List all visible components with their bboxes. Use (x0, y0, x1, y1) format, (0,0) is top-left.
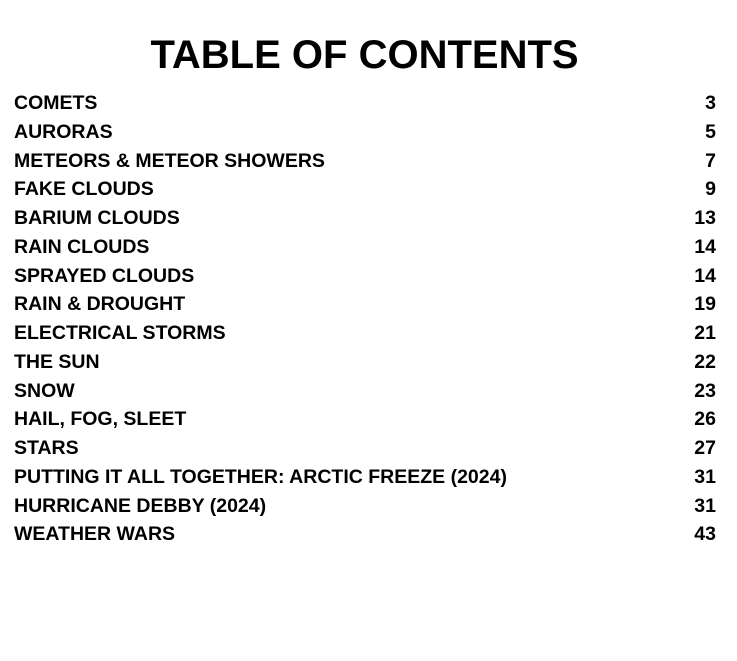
toc-entry (14, 204, 716, 233)
toc-entry-page-number: 43 (694, 523, 716, 546)
toc-entry-title: METEORS & METEOR SHOWERS (14, 149, 325, 172)
toc-entry-page-number: 27 (694, 437, 716, 459)
toc-entry (14, 492, 716, 521)
toc-entry (14, 118, 716, 147)
toc-entry-title: ELECTRICAL STORMS (14, 322, 226, 344)
toc-entry-page-number: 19 (694, 293, 716, 316)
toc-entry-page-number: 9 (705, 178, 716, 201)
toc-entry (14, 147, 716, 176)
toc-entry (14, 405, 716, 434)
toc-entry-title: AURORAS (14, 120, 113, 143)
toc-entry (14, 233, 716, 262)
toc-entry-title: PUTTING IT ALL TOGETHER: ARCTIC FREEZE (2024) (14, 465, 507, 488)
toc-entry-page-number: 14 (694, 264, 716, 287)
toc-entry-title: RAIN CLOUDS (14, 235, 150, 258)
toc-entry-page-number: 3 (705, 92, 716, 114)
toc-entry (14, 175, 716, 204)
toc-entry (14, 319, 716, 348)
toc-entry-title: SPRAYED CLOUDS (14, 264, 195, 287)
toc-entry-page-number: 13 (694, 207, 716, 229)
toc-entry-page-number: 23 (694, 379, 716, 402)
toc-entry-title: WEATHER WARS (14, 523, 176, 546)
toc-entry (14, 89, 716, 118)
toc-entry-page-number: 31 (694, 465, 716, 488)
toc-entry-title: FAKE CLOUDS (14, 178, 154, 201)
toc-entry (14, 290, 716, 319)
toc-entry-title: RAIN & DROUGHT (14, 293, 186, 316)
toc-entry (14, 377, 716, 406)
toc-entry-page-number: 26 (694, 408, 716, 431)
toc-entry-page-number: 5 (705, 120, 716, 143)
toc-entry-page-number: 31 (694, 494, 716, 517)
toc-entry-title: BARIUM CLOUDS (14, 207, 180, 229)
toc-entry-page-number: 7 (705, 149, 716, 172)
toc-entry (14, 348, 716, 377)
toc-entry (14, 520, 716, 549)
toc-entry-title: THE SUN (14, 350, 100, 373)
toc-entry-page-number: 14 (694, 235, 716, 258)
toc-list (14, 89, 716, 549)
toc-entry-title: SNOW (14, 379, 75, 402)
toc-entry-title: STARS (14, 437, 79, 459)
toc-entry (14, 434, 716, 463)
toc-title: TABLE OF CONTENTS (150, 33, 579, 77)
toc-entry-title: COMETS (14, 92, 98, 114)
toc-entry-page-number: 21 (694, 322, 716, 344)
toc-entry (14, 262, 716, 291)
toc-entry-title: HURRICANE DEBBY (2024) (14, 494, 267, 517)
toc-entry-page-number: 22 (694, 350, 716, 373)
toc-entry-title: HAIL, FOG, SLEET (14, 408, 187, 431)
toc-entry (14, 463, 716, 492)
